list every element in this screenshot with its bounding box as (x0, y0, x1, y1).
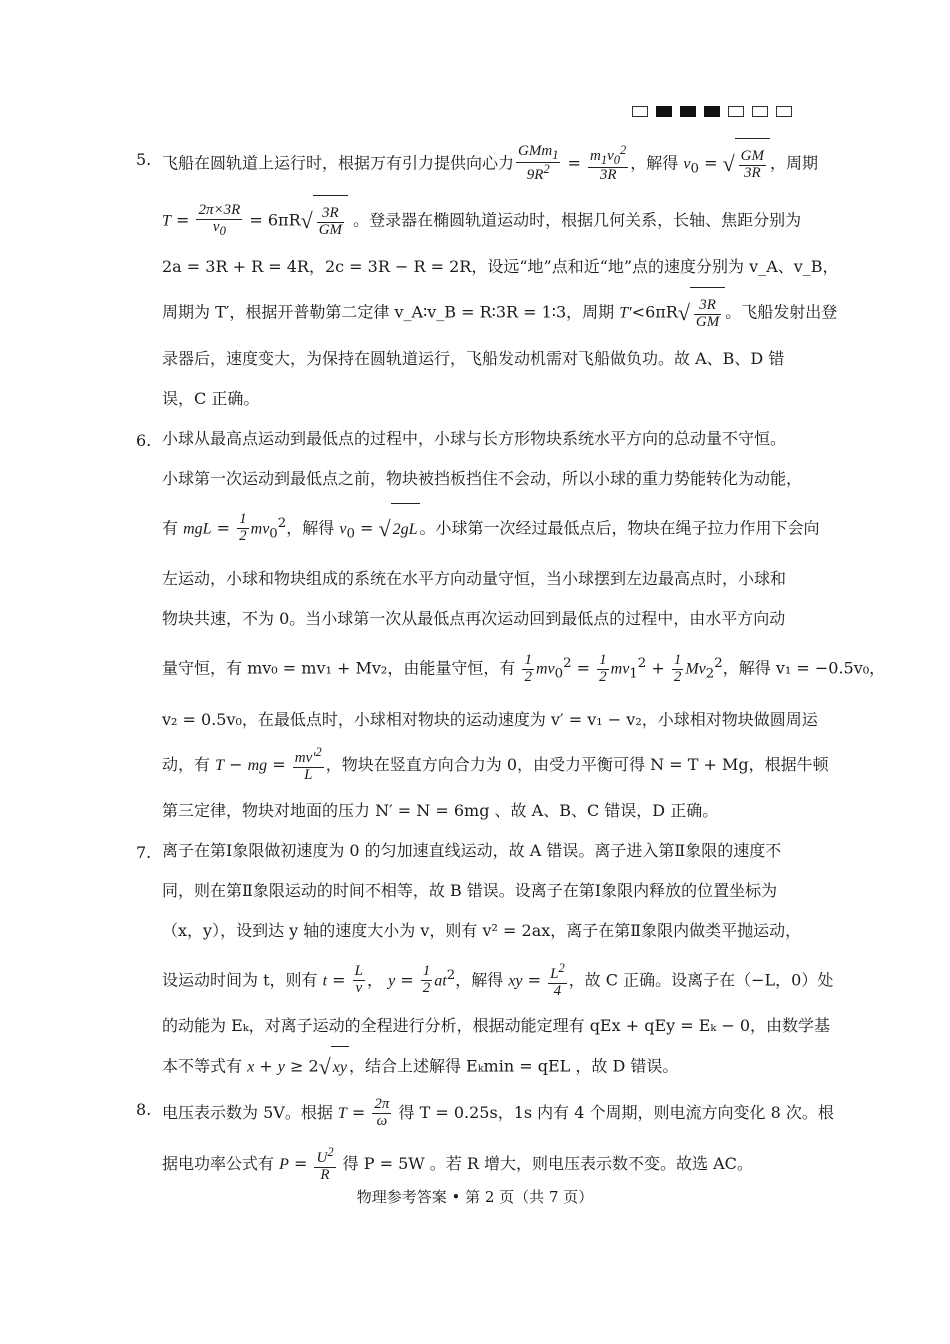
text-line: T = $\frac{2\pi\times 3R}{v_0}$ = 6πR√ $\frac{3R}{GM}$ 。登录器在椭圆轨道运动时，根据几何关系，长轴、焦距分别为 (162, 195, 839, 247)
text-line: 量守恒，有 mv₀ = mv₁ + Mv₂，由能量守恒，有 $\frac{1}{2}$ $mv_0^2$ = $\frac{1}{2}$ $mv_1^2$ + $\frac{1}{2}$ $Mv_2^2$，解得 v₁ = −0.5v₀， (162, 651, 886, 685)
formula: $\frac{GMm_1}{9R^2}$ (518, 143, 559, 184)
formula: $\frac{1}{2}$ (422, 963, 431, 997)
text-line: 小球第一次运动到最低点之前，物块被挡板挡住不会动，所以小球的重力势能转化为动能， (162, 468, 803, 488)
formula: $\frac{1}{2}$ (239, 511, 247, 545)
formula: $\frac{L}{v}$ (354, 963, 363, 997)
answer-6 (136, 419, 886, 831)
formula: √ $\frac{3R}{GM}$ (678, 287, 725, 339)
formula: $\frac{U^2}{R}$ (316, 1144, 334, 1183)
page-mark (776, 106, 792, 117)
text-line: v₂ = 0.5v₀，在最低点时，小球相对物块的运动速度为 v′ = v₁ − v₂，小球相对物块做圆周运 (162, 709, 818, 729)
formula: $\frac{2\pi}{\omega}$ (374, 1096, 390, 1130)
text-line: 2a = 3R + R = 4R，2c = 3R − R = 2R，设远“地”点和近“地”点的速度分别为 v_A、v_B， (162, 256, 839, 276)
text-line: 物块共速，不为 0。当小球第一次从最低点再次运动回到最低点的过程中，由水平方向动 (162, 609, 786, 629)
page-mark-filled (656, 106, 672, 117)
text-line: 小球从最高点运动到最低点的过程中，小球与长方形物块系统水平方向的总动量不守恒。 (162, 428, 787, 448)
answer-7 (136, 831, 834, 1088)
text-line: 左运动，小球和物块组成的系统在水平方向动量守恒，当小球摆到左边最高点时，小球和 (162, 569, 787, 589)
formula: $\frac{L^2}{4}$ (550, 960, 565, 999)
text-line: 据电功率公式有 P = $\frac{U^2}{R}$ 得 P = 5W 。若 R 增大，则电压表示数不变。故选 AC。 (162, 1144, 753, 1183)
text-line: 录器后，速度变大，为保持在圆轨道运行，飞船发动机需对飞船做负功。故 A、B、D 错 (162, 348, 785, 368)
answer-8 (136, 1088, 834, 1190)
answer-number: 7. (136, 842, 152, 862)
formula: $\frac{mv'^2}{L}$ (294, 745, 322, 784)
formula: $\frac{1}{2}$ (524, 651, 532, 685)
page-mark (728, 106, 744, 117)
answer-number: 6. (136, 430, 152, 450)
answer-number: 5. (136, 150, 152, 169)
formula: √ $\frac{GM}{3R}$ (723, 138, 770, 190)
page-mark (632, 106, 648, 117)
formula: $\frac{m_1v_0^2}{3R}$ (590, 143, 627, 184)
page-mark-filled (680, 106, 696, 117)
text-line: 周期为 T′，根据开普勒第二定律 v_A∶v_B = R∶3R = 1∶3，周期 T′<6πR√ $\frac{3R}{GM}$ 。飞船发射出登 (162, 287, 839, 339)
page-footer: 物理参考答案 • 第 2 页（共 7 页） (356, 1188, 594, 1206)
formula: √ $\frac{3R}{GM}$ (301, 195, 348, 247)
text-line: 误，C 正确。 (162, 388, 260, 408)
page-mark-filled (704, 106, 720, 117)
text-line: 本不等式有 x + y ≥ 2√ xy ，结合上述解得 Eₖmin = qEL ，故 D 错误。 (162, 1046, 833, 1088)
formula: $\frac{1}{2}$ (673, 651, 682, 685)
text-line: （x，y），设到达 y 轴的速度大小为 v，则有 v² = 2ax，离子在第Ⅱ象限内做类平抛运动， (162, 920, 802, 940)
formula: $\frac{1}{2}$ (599, 651, 607, 685)
text-line: 离子在第Ⅰ象限做初速度为 0 的匀加速直线运动，故 A 错误。离子进入第Ⅱ象限的速度不 (162, 840, 782, 860)
text-line: 飞船在圆轨道上运行时，根据万有引力提供向心力 $\frac{GMm_1}{9R^2}$ = $\frac{m_1v_0^2}{3R}$ ，解得 $v_0$ = √ $\frac{GM}{3R}$ ，周期 (162, 138, 839, 195)
text-line: 设运动时间为 t，则有 t = $\frac{L}{v}$ ， y = $\frac{1}{2}$ $at^2$，解得 xy = $\frac{L^2}{4}$ ，故 C 正确。设离子在（−L，0）处 (162, 960, 834, 999)
page-mark (752, 106, 768, 117)
text-line: 电压表示数为 5V。根据 T = $\frac{2\pi}{\omega}$ 得 T = 0.25s，1s 内有 4 个周期，则电流方向变化 8 次。根 (162, 1096, 834, 1130)
formula: √ 2gL (379, 503, 420, 555)
text-line: 有 mgL = $\frac{1}{2}$ $mv_0^2$，解得 $v_0$ = √ 2gL 。小球第一次经过最低点后，物块在绳子拉力作用下会向 (162, 499, 885, 560)
formula: √ xy (319, 1046, 349, 1088)
formula: $\frac{2\pi\times 3R}{v_0}$ (198, 202, 241, 238)
answer-5 (136, 138, 839, 419)
text-line: 动，有 T − mg = $\frac{mv'^2}{L}$ ，物块在竖直方向合力为 0，由受力平衡可得 N = T + Mg，根据牛顿 (162, 745, 829, 784)
answer-content (136, 138, 886, 1190)
page-position-marks (632, 106, 792, 117)
text-line: 第三定律，物块对地面的压力 N′ = N = 6mg 、故 A、B、C 错误，D 正确。 (162, 800, 719, 820)
answer-number: 8. (136, 1100, 152, 1120)
text-line: 的动能为 Eₖ，对离子运动的全程进行分析，根据动能定理有 qEx + qEy = Eₖ − 0，由数学基 (162, 1016, 831, 1036)
text-line: 同，则在第Ⅱ象限运动的时间不相等，故 B 错误。设离子在第Ⅰ象限内释放的位置坐标为 (162, 880, 778, 900)
